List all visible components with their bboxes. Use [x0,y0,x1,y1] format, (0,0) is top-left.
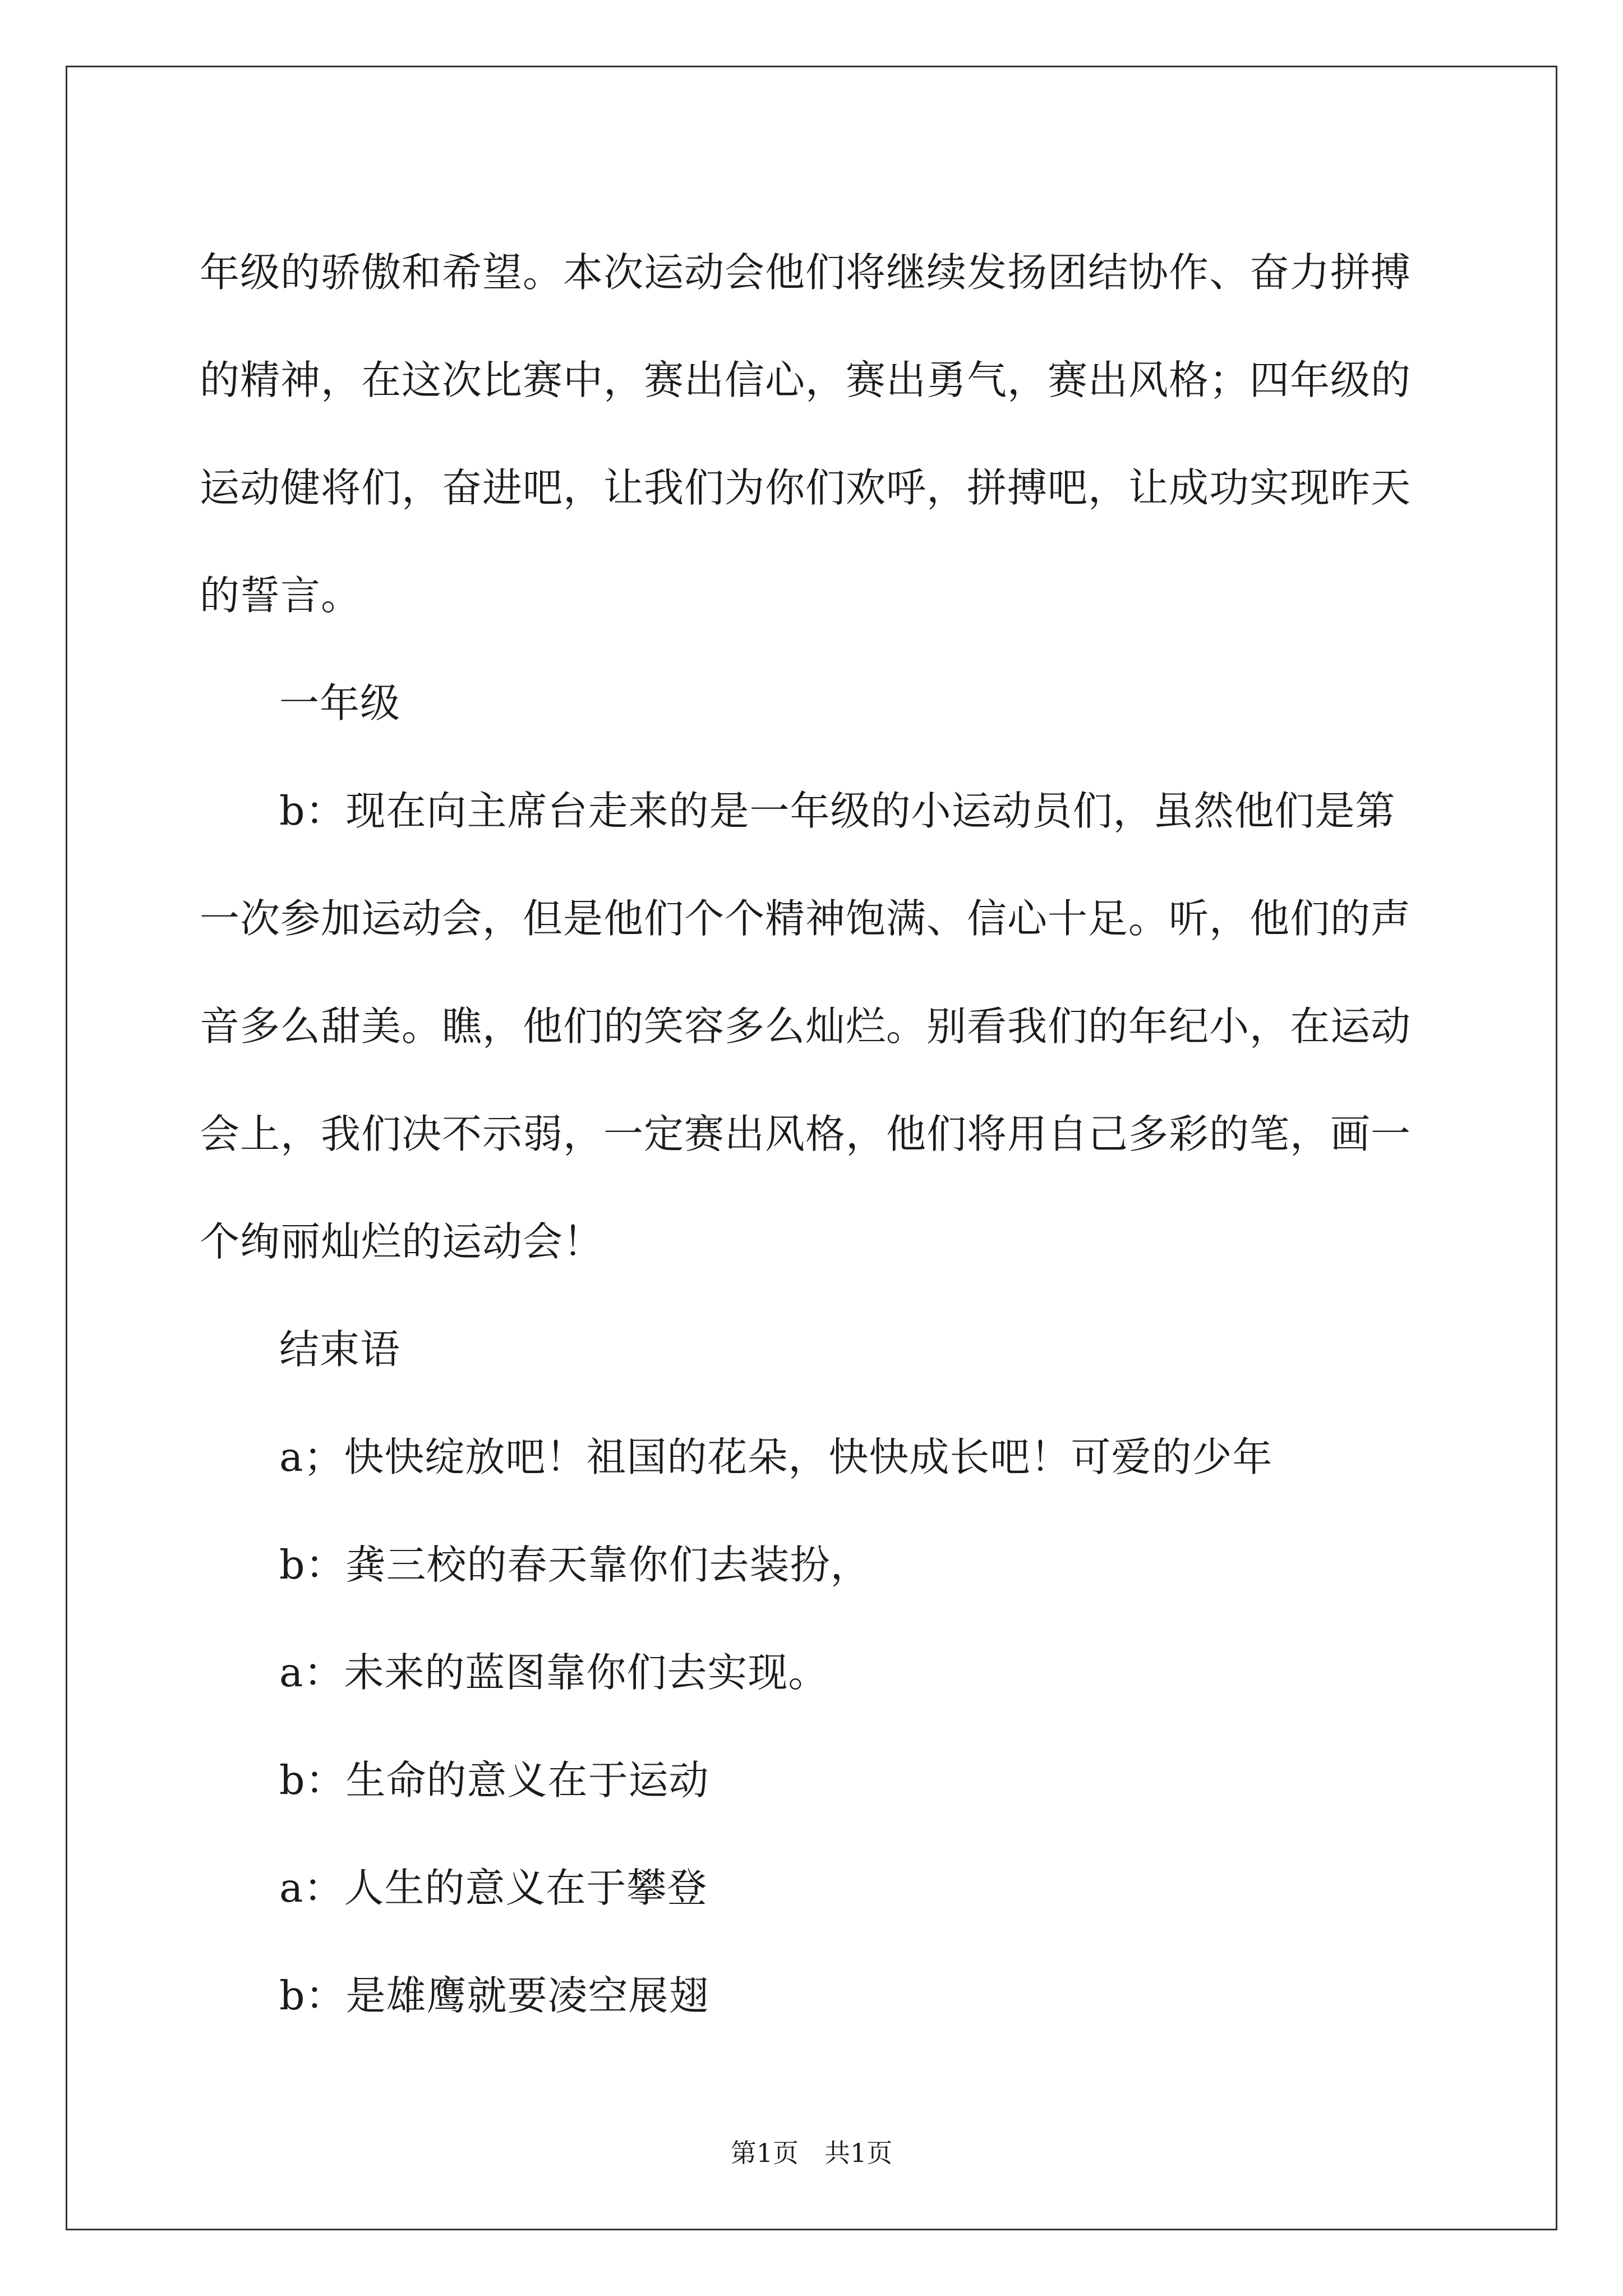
paragraph-intro: 年级的骄傲和希望。本次运动会他们将继续发扬团结协作、奋力拼搏的精神，在这次比赛中，赛出信心，赛出勇气，赛出风格；四年级的运动健将们，奋进吧，让我们为你们欢呼，拼搏吧，让成功实现昨天的誓言。 [200,249,1412,619]
document-body [200,219,1425,2050]
heading-grade-one: 一年级 [279,680,401,726]
page-number-footer: 第1页 共1页 [730,2138,893,2168]
paragraph-grade-one: b：现在向主席台走来的是一年级的小运动员们，虽然他们是第一次参加运动会，但是他们个个精神饱满、信心十足。听，他们的声音多么甜美。瞧，他们的笑容多么灿烂。别看我们的年纪小，在运动会上，我们决不示弱，一定赛出风格，他们将用自己多彩的笔，画一个绚丽灿烂的运动会！ [200,788,1412,1265]
closing-line-4: b：生命的意义在于运动 [279,1757,709,1803]
closing-line-3: a：未来的蓝图靠你们去实现。 [279,1649,829,1696]
heading-closing: 结束语 [279,1326,401,1373]
closing-line-1: a；快快绽放吧！祖国的花朵，快快成长吧！可爱的少年 [279,1434,1273,1480]
closing-line-5: a：人生的意义在于攀登 [279,1865,708,1911]
closing-line-2: b：龚三校的春天靠你们去装扮， [279,1542,871,1588]
closing-line-6: b：是雄鹰就要凌空展翅 [279,1972,709,2019]
